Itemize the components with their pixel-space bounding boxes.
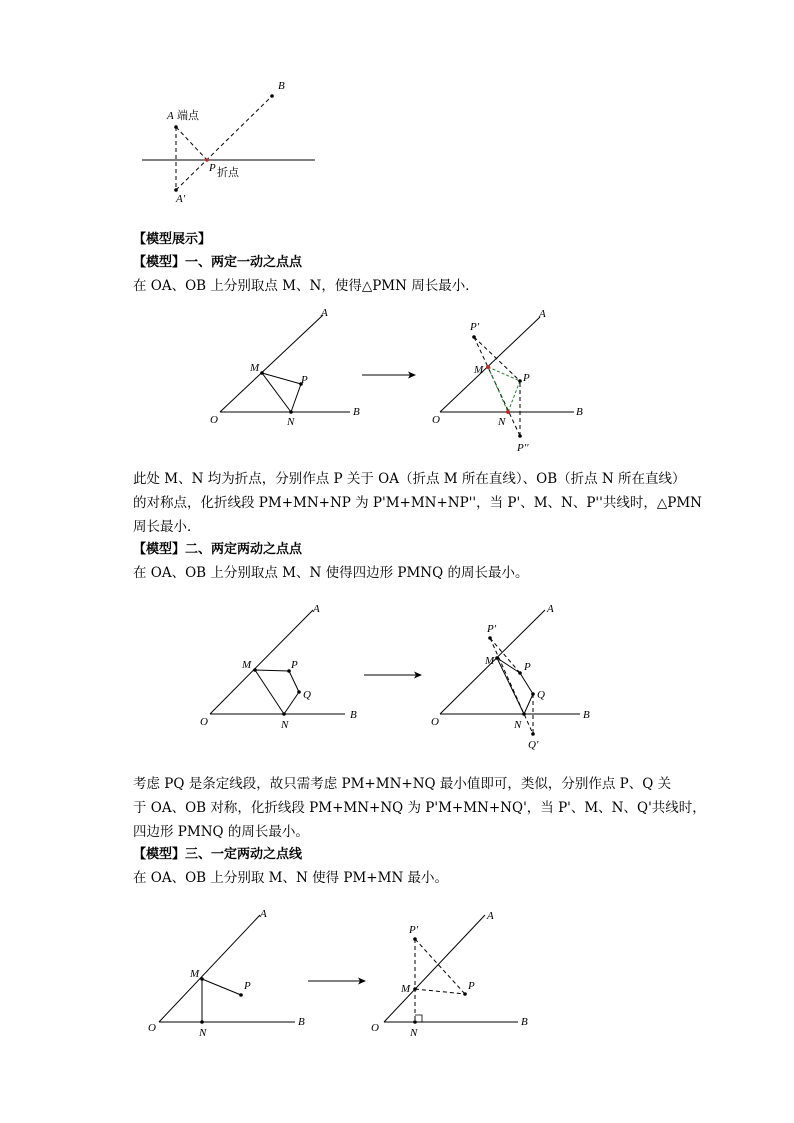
arrow-3 [306, 974, 371, 988]
model1-explain-line3: 周长最小． [133, 519, 201, 535]
m2-label-Q: Q [303, 689, 311, 701]
model3-desc: 在 OA、OB 上分别取 M、N 使得 PM+MN 最小。 [133, 870, 449, 886]
m3-label-N: N [199, 1027, 207, 1039]
m3r-label-B: B [521, 1016, 528, 1028]
model2-figure-left [195, 600, 370, 735]
m2r-label-P: P [524, 661, 531, 673]
m2r-label-Q-prime: Q' [528, 739, 539, 751]
m1r-label-M: M [474, 364, 484, 376]
m1-label-B: B [353, 406, 360, 418]
m3r-label-N: N [410, 1027, 418, 1039]
model1-desc: 在 OA、OB 上分别取点 M、N，使得△PMN 周长最小． [133, 278, 479, 294]
m3r-label-O: O [371, 1022, 379, 1034]
m2r-label-M: M [485, 655, 495, 667]
m2-label-P: P [291, 659, 298, 671]
m1r-label-B: B [576, 406, 583, 418]
m2-label-B: B [350, 709, 357, 721]
m1-label-A: A [321, 307, 328, 319]
m2-label-M: M [242, 659, 252, 671]
model2-figure-right [425, 600, 605, 760]
m2r-label-O: O [431, 716, 439, 728]
m2r-label-A: A [547, 603, 554, 615]
m2r-label-Q: Q [537, 689, 545, 701]
model2-title: 【模型】二、两定两动之点点 [133, 542, 303, 557]
model1-title: 【模型】一、两定一动之点点 [133, 255, 303, 270]
m1r-label-A: A [539, 308, 546, 320]
m3-label-B: B [298, 1016, 305, 1028]
figure-fold-point [130, 75, 330, 210]
m2r-label-P-prime: P' [487, 623, 497, 635]
m2-label-O: O [200, 716, 208, 728]
model1-explain-line1: 此处 M、N 均为折点，分别作点 P 关于 OA（折点 M 所在直线）、OB（折点 N 所在直线） [133, 471, 686, 487]
m1r-label-P-double-prime: P'' [517, 442, 529, 454]
m3-label-A: A [260, 908, 267, 920]
m1-label-P: P [301, 374, 308, 386]
label-A: A [167, 110, 174, 122]
m3-label-P: P [244, 980, 251, 992]
m3r-label-M: M [401, 983, 411, 995]
model3-figure-left [140, 905, 315, 1040]
m3r-label-P-prime: P' [409, 924, 419, 936]
m2-label-N: N [281, 719, 289, 731]
m1r-label-O: O [432, 414, 440, 426]
model1-figure-left [205, 305, 370, 435]
model2-explanation [133, 772, 706, 844]
m1-label-N: N [287, 416, 295, 428]
model2-explain-line3: 四边形 PMNQ 的周长最小。 [133, 824, 309, 840]
arrow-2 [362, 668, 427, 682]
m2r-label-N: N [514, 719, 522, 731]
m3r-label-P: P [468, 980, 475, 992]
model2-desc: 在 OA、OB 上分别取点 M、N 使得四边形 PMNQ 的周长最小。 [133, 565, 529, 581]
model3-title: 【模型】三、一定两动之点线 [133, 847, 303, 862]
label-A-prime: A' [176, 193, 186, 205]
section-header: 【模型展示】 [133, 232, 212, 247]
model1-explanation [133, 467, 702, 539]
arrow-1 [360, 368, 420, 382]
m3r-label-A: A [487, 910, 494, 922]
m1r-label-P-prime: P' [470, 321, 480, 333]
m3-label-O: O [148, 1022, 156, 1034]
m1-label-O: O [210, 414, 218, 426]
m2-label-A: A [313, 603, 320, 615]
model3-figure-right [365, 905, 540, 1040]
m2r-label-B: B [583, 709, 590, 721]
label-B: B [278, 80, 285, 92]
label-endpoint: 端点 [177, 109, 199, 122]
model2-explain-line2: 于 OA、OB 对称，化折线段 PM+MN+NQ 为 P'M+MN+NQ'，当 P'、M、N、Q'共线时， [133, 800, 706, 816]
label-P: P [209, 162, 216, 174]
model1-explain-line2: 的对称点，化折线段 PM+MN+NP 为 P'M+MN+NP''，当 P'、M、N、P''共线时，△PMN [133, 495, 702, 511]
m1r-label-N: N [498, 416, 506, 428]
m3-label-M: M [190, 968, 200, 980]
model2-explain-line1: 考虑 PQ 是条定线段，故只需考虑 PM+MN+NQ 最小值即可，类似，分别作点 P、Q 关 [133, 776, 672, 792]
model1-figure-right [428, 305, 598, 455]
m1-label-M: M [250, 362, 260, 374]
label-foldpoint: 折点 [217, 166, 239, 179]
m1r-label-P: P [523, 372, 530, 384]
